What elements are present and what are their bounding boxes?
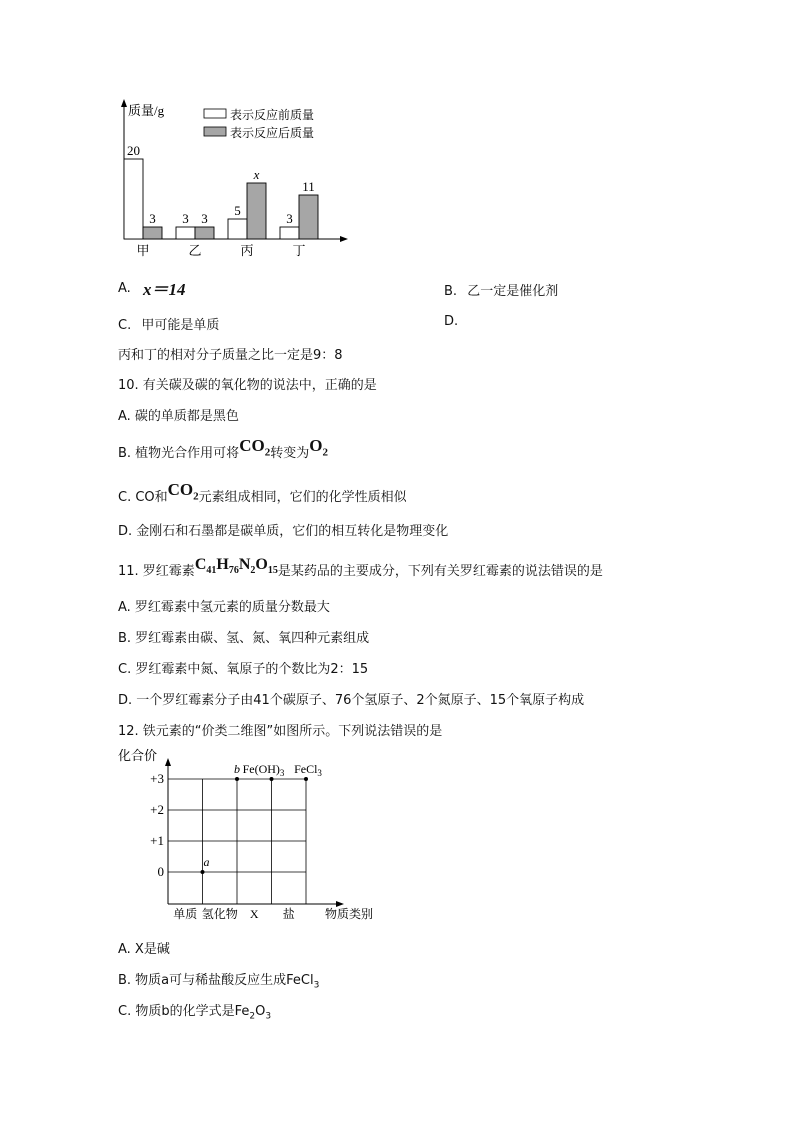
q12-option-b: B. 物质a可与稀盐酸反应生成FeCl$_3$ (118, 973, 320, 991)
q10-c-pre: C. CO和 (118, 490, 168, 505)
q11-pre: 11. 罗红霉素 (118, 564, 195, 579)
point-0 (201, 870, 205, 874)
label-after-2: x (253, 167, 260, 182)
x-tick-3: 盐 (282, 907, 295, 921)
q10-option-d: D. 金刚石和石墨都是碳单质，它们的相互转化是物理变化 (118, 524, 449, 539)
legend-swatch-after (204, 127, 226, 136)
bar-before-3 (280, 227, 299, 239)
q9-a-letter: A. (118, 281, 131, 296)
q9-c-letter: C. (118, 318, 132, 333)
legend-swatch-before (204, 109, 226, 118)
y-tick-2: +1 (150, 833, 164, 848)
q10-b-mid: 转变为 (270, 446, 310, 461)
q11-option-a: A. 罗红霉素中氢元素的质量分数最大 (118, 600, 330, 615)
q10-option-b (118, 436, 328, 464)
q11-option-b: B. 罗红霉素由碳、氢、氮、氧四种元素组成 (118, 631, 370, 646)
bar-after-0 (143, 227, 162, 239)
valence-class-chart (112, 742, 402, 924)
q9-d-text: 丙和丁的相对分子质量之比一定是9：8 (118, 348, 343, 363)
x-axis-arrow (340, 236, 348, 242)
q11-option-d: D. 一个罗红霉素分子由41个碳原子、76个氢原子、2个氮原子、15个氧原子构成 (118, 693, 585, 708)
point-label-1: b (234, 762, 240, 776)
q10-option-c (118, 480, 407, 508)
q11-stem (118, 556, 603, 582)
y-axis-label: 质量/g (128, 103, 165, 118)
x-tick-2: X (249, 907, 259, 921)
q11-option-c: C. 罗红霉素中氮、氧原子的个数比为2：15 (118, 662, 369, 677)
legend-label-before: 表示反应前质量 (230, 108, 315, 122)
y-tick-1: +2 (150, 802, 164, 817)
q9-b-letter: B. (444, 284, 458, 299)
q10-b-pre: B. 植物光合作用可将 (118, 446, 240, 461)
bar-after-1 (195, 227, 214, 239)
q12-stem: 12. 铁元素的“价类二维图”如图所示。下列说法错误的是 (118, 724, 443, 739)
legend-label-after: 表示反应后质量 (230, 126, 315, 140)
category-label-2: 丙 (240, 243, 254, 258)
bar-before-1 (176, 227, 195, 239)
category-label-0: 甲 (136, 243, 150, 258)
point-1 (235, 777, 239, 781)
q12-option-c: C. 物质b的化学式是$Fe_2O_3$ (118, 1004, 272, 1022)
q10-stem: 10. 有关碳及碳的氧化物的说法中，正确的是 (118, 378, 377, 393)
co2-formula-c: $CO_2$ (167, 480, 199, 503)
y-tick-3: 0 (157, 864, 164, 879)
label-before-0: 20 (127, 143, 140, 158)
chart2-ylabel: 化合价 (118, 748, 158, 763)
q11-post: 是某药品的主要成分，下列有关罗红霉素的说法错误的是 (277, 564, 603, 579)
point-label-0: a (203, 855, 210, 869)
point-label-3: FeCl$_3$ (294, 762, 322, 778)
point-label-2: $Fe(OH)_3$ (242, 762, 285, 778)
q10-option-a: A. 碳的单质都是黑色 (118, 409, 239, 424)
chart2-y-arrow (165, 758, 171, 766)
label-before-2: 5 (234, 203, 241, 218)
point-3 (304, 777, 308, 781)
o2-formula: $O_2$ (309, 436, 328, 459)
roxithromycin-formula: $C_{41}H_{76}N_2O_{15}$ (194, 556, 278, 577)
chart2-xlabel: 物质类别 (325, 907, 374, 921)
label-after-0: 3 (149, 211, 156, 226)
bar-after-3 (299, 195, 318, 239)
x-tick-0: 单质 (173, 907, 198, 921)
category-label-3: 丁 (292, 243, 306, 258)
label-before-3: 3 (286, 211, 293, 226)
category-label-1: 乙 (188, 243, 202, 258)
y-axis-arrow (121, 99, 127, 107)
q9-c-text: 甲可能是单质 (141, 318, 220, 333)
q10-c-post: 元素组成相同，它们的化学性质相似 (198, 490, 407, 505)
bar-before-0 (124, 159, 143, 239)
bar-after-2 (247, 183, 266, 239)
point-2 (270, 777, 274, 781)
bar-before-2 (228, 219, 247, 239)
q12-option-a: A. X是碱 (118, 942, 170, 957)
label-after-1: 3 (201, 211, 208, 226)
co2-formula: $CO_2$ (239, 436, 271, 459)
y-tick-0: +3 (150, 771, 164, 786)
q9-b-text: 乙一定是催化剂 (467, 284, 559, 299)
mass-bar-chart (110, 95, 360, 265)
x-tick-1: 氢化物 (201, 907, 238, 921)
q9-d-letter: D. (444, 314, 459, 329)
q9-a-formula: x＝14 (143, 280, 186, 299)
label-after-3: 11 (302, 179, 315, 194)
label-before-1: 3 (182, 211, 189, 226)
